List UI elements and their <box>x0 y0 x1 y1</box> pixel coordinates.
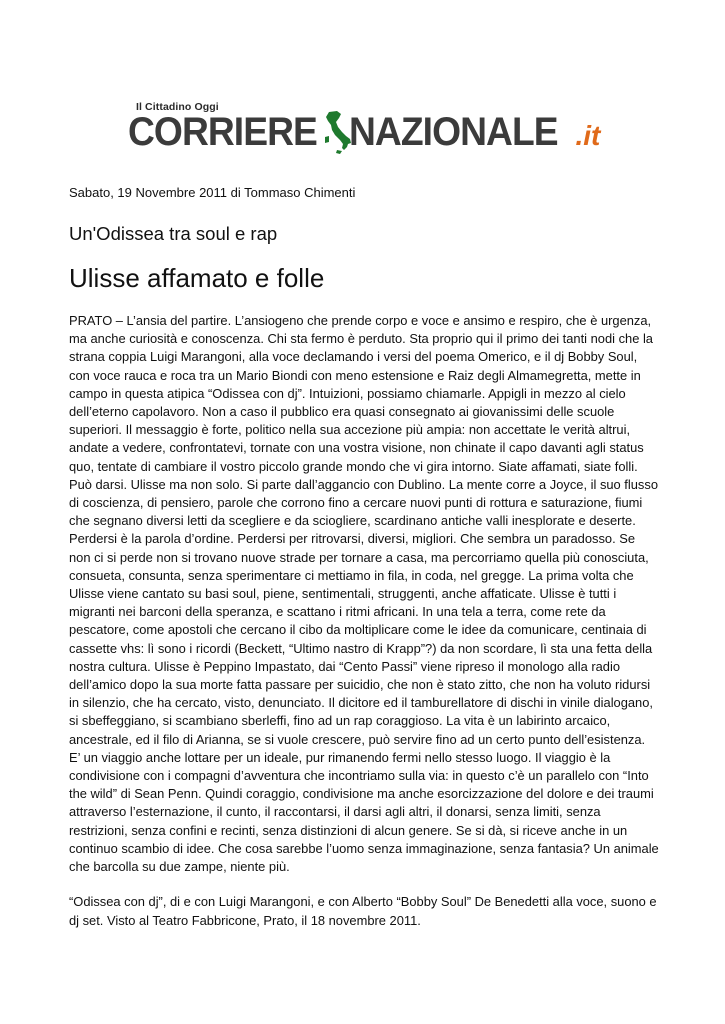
article <box>69 184 659 930</box>
article-headline: Ulisse affamato e folle <box>69 263 325 293</box>
masthead-kicker: Il Cittadino Oggi <box>136 101 219 113</box>
article-byline: Sabato, 19 Novembre 2011 di Tommaso Chimenti <box>69 185 356 200</box>
article-credits: “Odissea con dj”, di e con Luigi Marangoni, e con Alberto “Bobby Soul” De Benedetti alla voce, suono e dj set. Visto al Teatro Fabbricone, Prato, il 18 novembre 2011. <box>69 894 657 928</box>
article-body: PRATO – L’ansia del partire. L’ansiogeno che prende corpo e voce e ansimo e respiro, che è urgenza, ma anche curiosità e conoscenza. Chi sta fermo è perduto. Sta proprio qui il primo dei tanti nodi che la strana coppia Luigi Marangoni, alla voce declamando i versi del poema Omerico, e il dj Bobby Soul, con voce rauca e roca tra un Mario Biondi con meno estensione e Raiz degli Almamegretta, mette in campo in questa atipica “Odissea con dj”. Intuizioni, possiamo chiamarle. Appigli in mezzo al cielo dell’eterno capolavoro. Non a caso il pubblico era quasi consegnato ai giovanissimi delle scuole superiori. Il messaggio è forte, politico nella sua accezione più ampia: non accettate le verità altrui, andate a vedere, confrontatevi, tornate con una vostra visione, non chinate il capo davanti agli status quo, tentate di cambiare il vostro piccolo grande mondo che vi gira intorno. Siate affamati, siate folli. Può darsi. Ulisse ma non solo. Si parte dall’aggancio con Dublino. La mente corre a Joyce, il suo flusso di coscienza, di pensiero, parole che corrono fino a cercare nuovi punti di rottura e saturazione, fiumi che segnano diversi letti da scegliere e da sciogliere, scardinano antiche valli inesplorate e deserte. Perdersi è la parola d’ordine. Perdersi per ritrovarsi, diversi, migliori. Che sembra un paradosso. Se non ci si perde non si trovano nuove strade per tornare a casa, ma percorriamo quella più conosciuta, consueta, consunta, senza sperimentare ci mettiamo in fila, in coda, nel gregge. La prima volta che Ulisse viene cantato su basi soul, piene, sentimentali, struggenti, anche affaticate. Ulisse è tutti i migranti nei barconi della speranza, e scattano i ritmi africani. In una tela a terra, come rete da pescatore, come apostoli che cercano il cibo da moltiplicare come le idee da comunicare, centinaia di cassette vhs: lì sono i ricordi (Beckett, “Ultimo nastro di Krapp”?) da non scordare, lì sta una fetta della nostra cultura. Ulisse è Peppino Impastato, dai “Cento Passi” viene ripreso il monologo alla radio dell’amico dopo la sua morte fatta passare per suicidio, che non è stato zitto, che non ha voluto ridursi in silenzio, che ha cercato, visto, denunciato. Il dicitore ed il tamburellatore di dischi in vinile dialogano, si sbeffeggiano, si scambiano sberleffi, fino ad un rap coraggioso. La vita è un labirinto arcaico, ancestrale, ed il filo di Arianna, se si vuole crescere, può servire fino ad un certo punto dell’esistenza. E’ un viaggio anche lottare per un ideale, pur rimanendo fermi nello stesso luogo. Il viaggio è la condivisione con i compagni d’avventura che incontriamo sulla via: in questo c’è un parallelo con “Into the wild” di Sean Penn. Quindi coraggio, condivisione ma anche esorcizzazione del dolore e dei traumi attraverso l’esternazione, il cunto, il raccontarsi, il darsi agli altri, il donarsi, senza limiti, senza restrizioni, senza confini e recinti, senza distinzioni di alcun genere. Se si dà, si riceve anche in un continuo scambio di idee. Che cosa sarebbe l’uomo senza immaginazione, senza fantasia? Un animale che barcolla su due zampe, niente più. <box>69 313 659 875</box>
logo-wordmark <box>128 112 600 152</box>
logo-word-nazionale: NAZIONALE <box>349 110 558 154</box>
masthead-logo <box>128 98 628 160</box>
article-subtitle: Un'Odissea tra soul e rap <box>69 223 278 244</box>
logo-tld: .it <box>575 120 601 151</box>
logo-word-corriere: CORRIERE <box>128 110 317 154</box>
